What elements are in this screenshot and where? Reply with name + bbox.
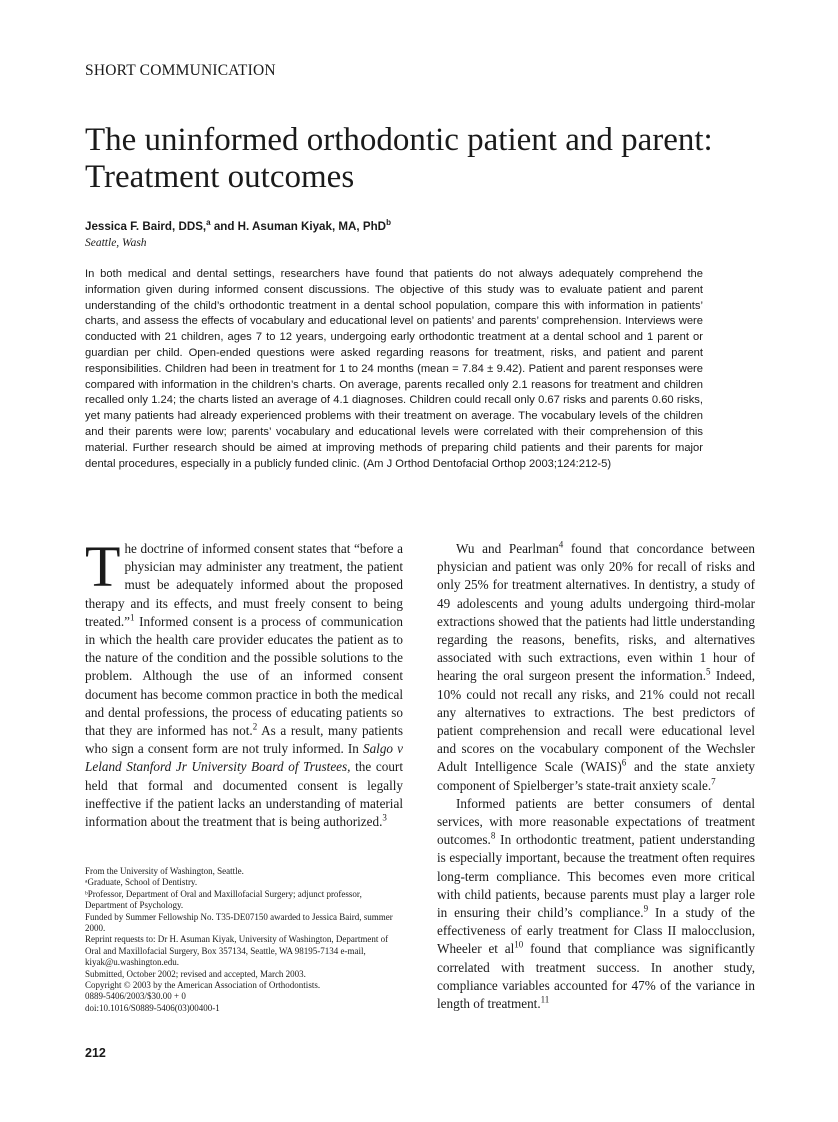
reference-2: 2 <box>252 721 258 732</box>
reference-3: 3 <box>382 812 387 823</box>
text-run: found that compliance was significantly correlated with treatment success. In another study, compliance variables accounted for 47% of the variance in length of treatment. <box>437 941 755 1012</box>
footnote-submitted: Submitted, October 2002; revised and accepted, March 2003. <box>85 968 306 979</box>
reference-5: 5 <box>706 667 711 678</box>
title-line-1: The uninformed orthodontic patient and parent: <box>85 122 713 158</box>
footnote-funding: Funded by Summer Fellowship No. T35-DE07150 awarded to Jessica Baird, summer 2000. <box>85 911 393 934</box>
reference-7: 7 <box>711 776 716 787</box>
footnote-issn: 0889-5406/2003/$30.00 + 0 <box>85 991 186 1002</box>
text-run: found that concordance between physician and patient was only 20% for recall of risks and only 25% for treatment alternatives. In dentistry, a study of 49 adolescents and young adults undergoing third-molar extractions showed that the patients had little understanding regarding the reasons, benefits, risks, and alternatives associated with such extractions, even within 1 hour of hearing the oral surgeon present the information. <box>437 541 755 684</box>
reference-11: 11 <box>540 994 550 1005</box>
footnote-a: ᵃGraduate, School of Dentistry. <box>85 877 198 888</box>
footnotes <box>85 866 403 1014</box>
author-2-affiliation-mark: b <box>386 218 391 228</box>
title-line-2: Treatment outcomes <box>85 159 355 195</box>
footnote-b: ᵇProfessor, Department of Oral and Maxillofacial Surgery; adjunct professor, Department of Psychology. <box>85 888 362 911</box>
case-name: Salgo v Leland Stanford Jr University Board of Trustees, <box>85 741 403 775</box>
text-run: and the state anxiety component of Spielberger’s state-trait anxiety scale. <box>437 759 756 793</box>
article-title <box>85 122 785 196</box>
footnote-affiliation: From the University of Washington, Seattle. <box>85 866 244 876</box>
reference-6: 6 <box>621 758 627 769</box>
footnote-copyright: Copyright © 2003 by the American Association of Orthodontists. <box>85 980 321 991</box>
text-run: In a study of the effectiveness of early treatment for Class II malocclusion, Wheeler et al <box>437 905 755 957</box>
paragraph-informed-patients <box>437 795 755 1013</box>
author-1: Jessica F. Baird, DDS, <box>85 220 207 233</box>
text-run: Indeed, 10% could not recall any risks, and 21% could not recall any alternatives to extractions. The best predictors of patient comprehension and recall were educational level and scores on the vocabulary component of the Wechsler Adult Intelligence Scale (WAIS) <box>437 668 755 775</box>
page-number: 212 <box>85 1046 106 1060</box>
text-run: Wu and Pearlman <box>456 541 559 556</box>
body-column-left <box>85 534 403 831</box>
text-run: As a result, many patients who sign a consent form are not truly informed. In <box>85 723 403 757</box>
author-1-affiliation-mark: a <box>206 218 211 228</box>
abstract: In both medical and dental settings, researchers have found that patients do not always adequately comprehend the information given during informed consent discussions. The objective of this study was to evaluate patient and parent understanding of the child’s orthodontic treatment in a dental school population, compare this with information in patients’ charts, and assess the effects of vocabulary and educational level on patients’ and parents’ comprehension. Interviews were conducted with 21 children, ages 7 to 12 years, undergoing early orthodontic treatment at a dental school and 1 parent or guardian per child. Open-ended questions were asked regarding reasons for treatment, risks, and patient and parent responsibilities. Children had been in treatment for 1 to 24 months (mean = 7.84 ± 9.42). Patient and parent responses were compared with information in the children’s charts. On average, parents recalled only 2.1 reasons for treatment and children recalled only 1.24; the charts listed an average of 4.1 diagnoses. Children could recall only 0.67 risks and parents 0.60 risks, yet many patients had already experienced problems with their treatment on average. The vocabulary levels of the children and their parents were low; parents’ vocabulary and educational levels were correlated with their comprehension of this material. Further research should be aimed at improving methods of preparing child patients and their parents for major dental procedures, especially in a publicly funded clinic. (Am J Orthod Dentofacial Orthop 2003;124:212-5) <box>85 268 703 470</box>
footnote-doi: doi:10.1016/S0889-5406(03)00400-1 <box>85 1002 220 1013</box>
author-location: Seattle, Wash <box>85 237 147 249</box>
intro-paragraph <box>85 534 403 831</box>
text-run: the court held that formal and documented consent is legally ineffective if the patient lacks an understanding of material information about the treatment that is being authorized. <box>85 759 403 830</box>
text-run: Informed patients are better consumers of dental services, with more reasonable expectations of treatment outcomes. <box>437 795 755 848</box>
footnote-reprint-requests: Reprint requests to: Dr H. Asuman Kiyak, University of Washington, Department of Oral and Maxillofacial Surgery, Box 357134, Seattle, WA 98195-7134 e-mail, kiyak@u.washington.edu. <box>85 934 389 968</box>
section-label: SHORT COMMUNICATION <box>85 62 276 79</box>
reference-4: 4 <box>558 539 564 550</box>
reference-10: 10 <box>514 940 524 951</box>
author-line <box>85 220 391 233</box>
reference-8: 8 <box>490 830 496 841</box>
text-run: Informed consent is a process of communication in which the health care provider educates the patient as to the nature of the condition and the possible solutions to the problem. Although the use of an informed consent document has become common practice in both the medical and dental professions, the process of educating patients so that they are informed has not. <box>85 613 403 739</box>
paragraph-wu-pearlman <box>437 540 755 795</box>
body-column-right <box>437 540 755 1013</box>
reference-1: 1 <box>130 612 135 623</box>
author-2: and H. Asuman Kiyak, MA, PhD <box>210 220 387 233</box>
reference-9: 9 <box>643 903 649 914</box>
text-run: he doctrine of informed consent states that “before a physician may administer any treatment, the patient must be adequately informed about the proposed therapy and its effects, and must freely consent to being treated.” <box>85 541 403 629</box>
text-run: In orthodontic treatment, patient understanding is especially important, because the treatment often requires long-term compliance. This becomes even more critical with child patients, because parents must play a larger role in ensuring their child’s compliance. <box>437 832 755 921</box>
drop-cap: T <box>85 534 121 599</box>
